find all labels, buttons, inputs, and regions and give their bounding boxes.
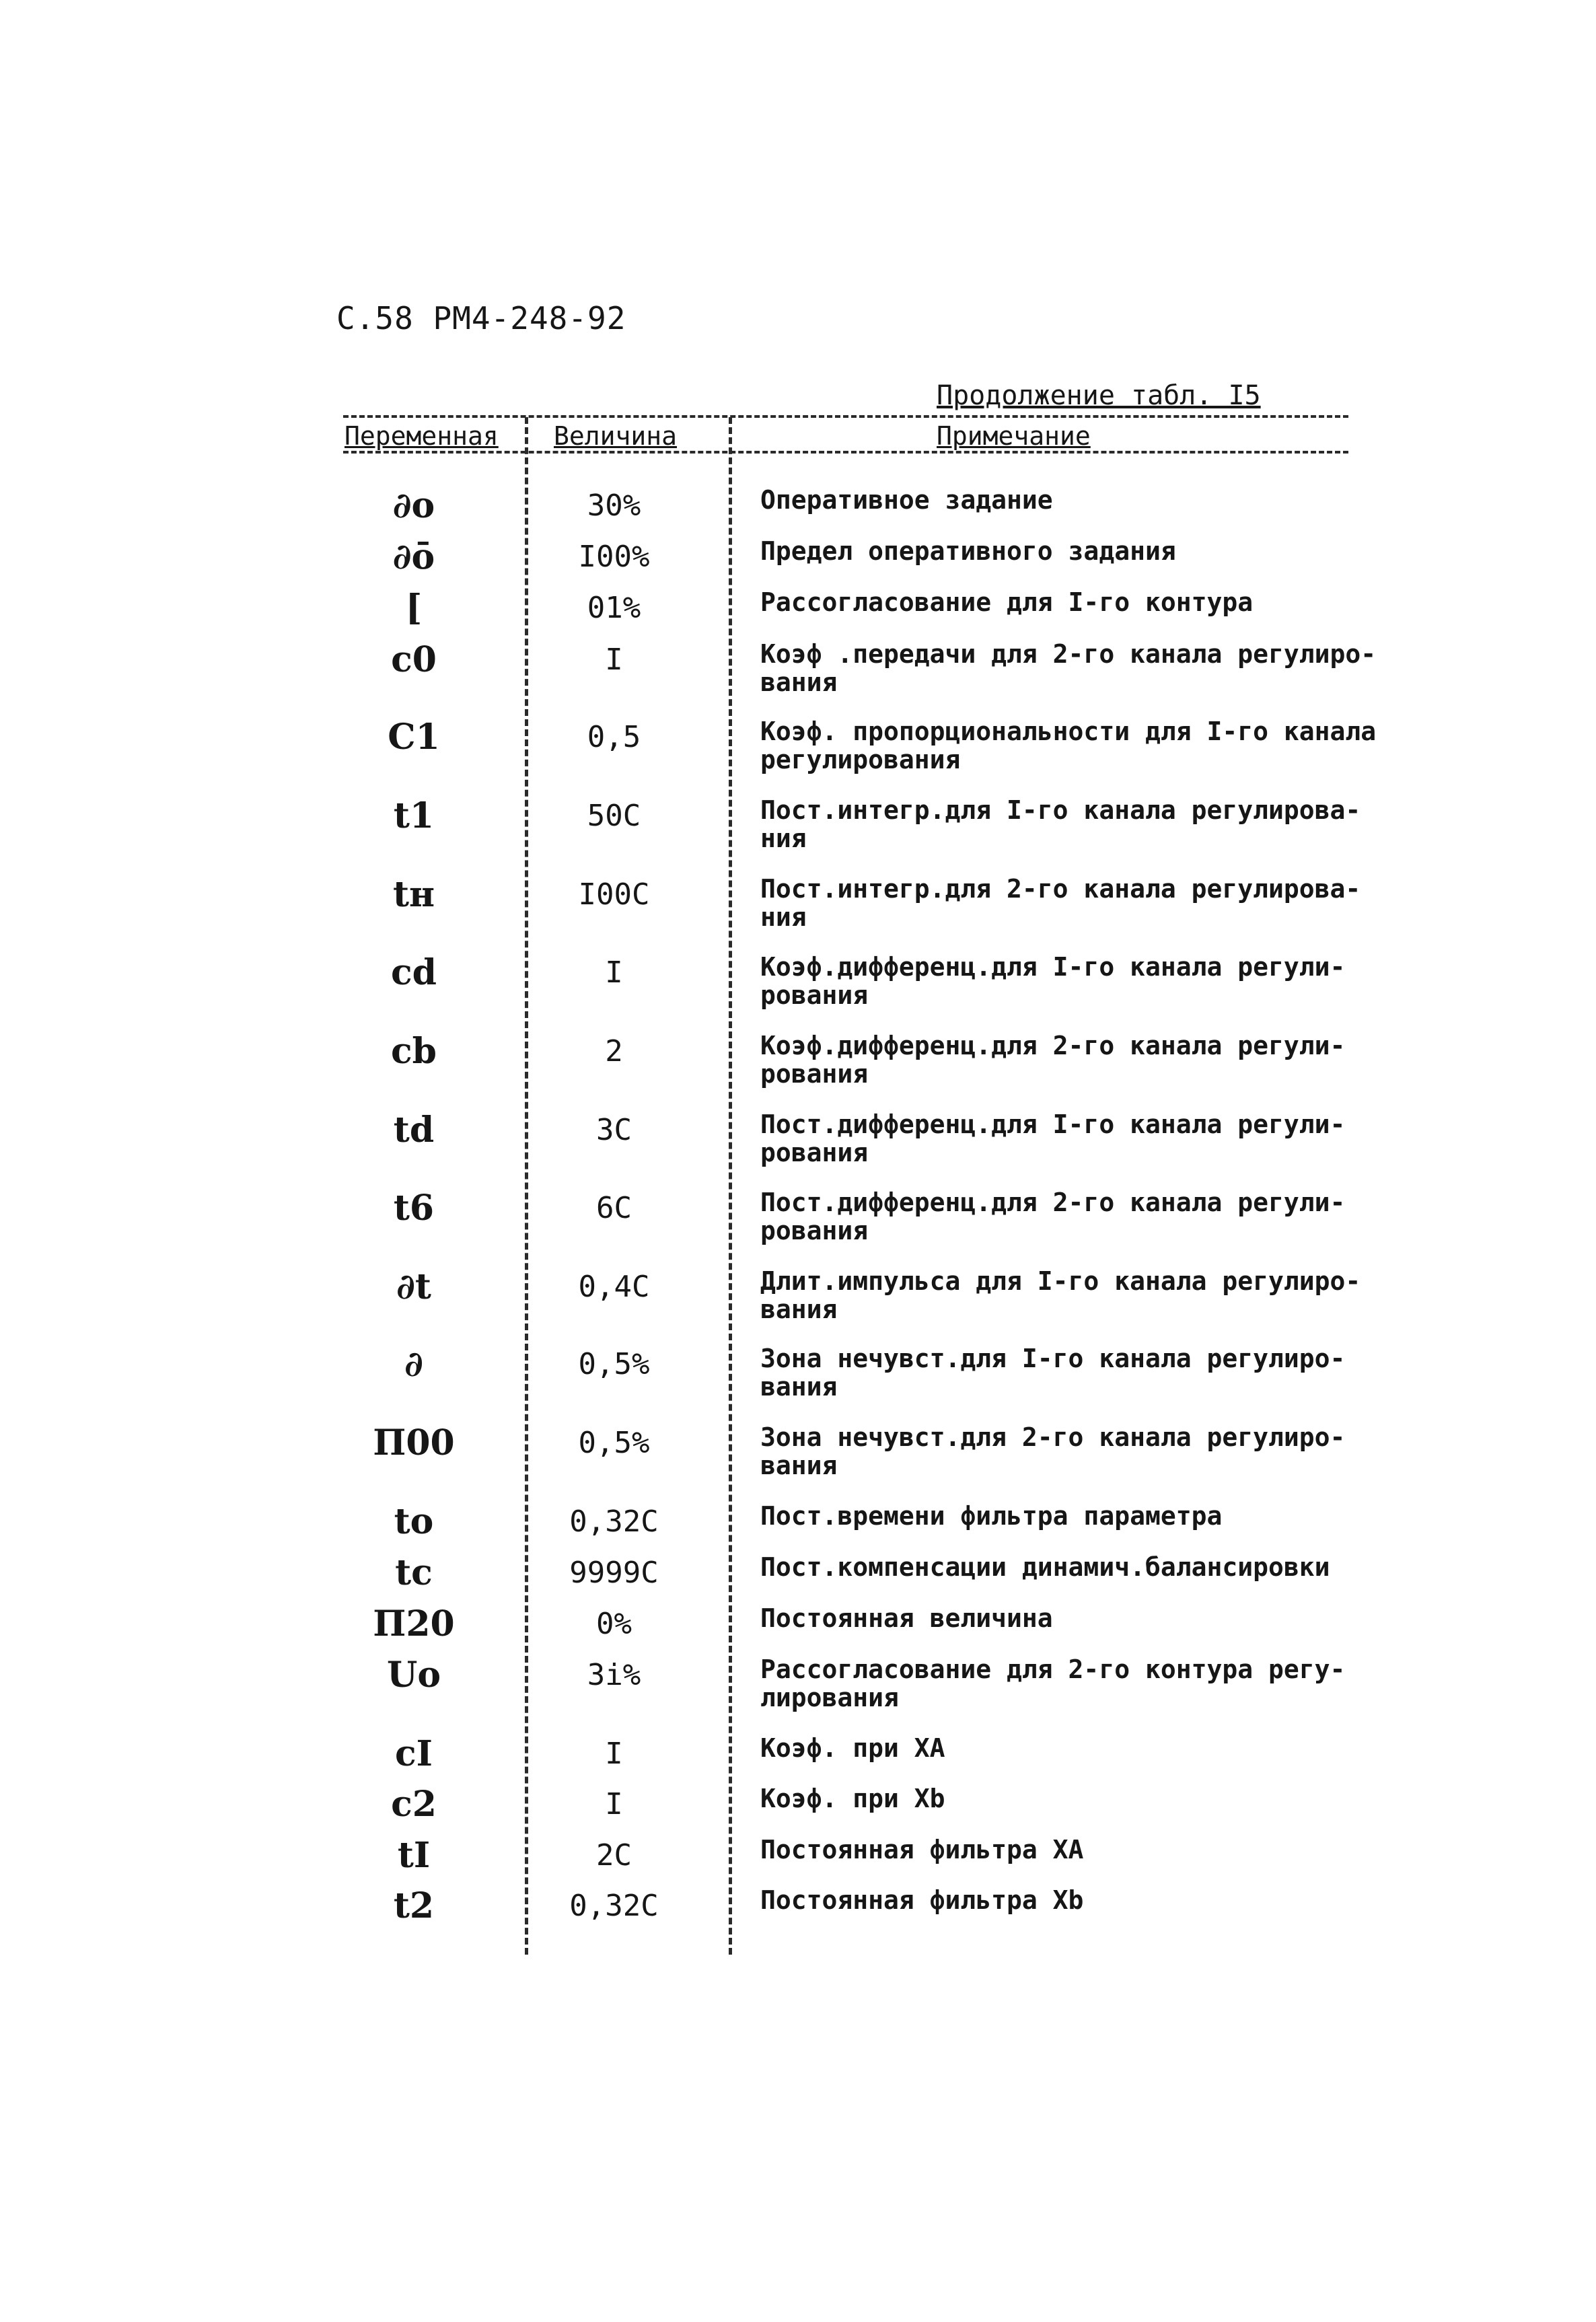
cell-value: 6С [596,1191,632,1225]
cell-variable: ∂ [404,1344,423,1385]
cell-value: 01% [587,591,641,625]
cell-variable: П20 [373,1603,455,1644]
cell-value: 0% [596,1607,632,1641]
cell-value: 0,5 [587,720,641,754]
cell-note: Коэф.дифференц.для 2-го канала регули- рования [760,1031,1346,1089]
page-header: С.58 РМ4-248-92 [336,300,626,336]
cell-variable: t6 [393,1188,435,1229]
cell-variable: c2 [391,1784,437,1825]
cell-value: I [605,643,623,677]
cell-note: Коэф. при Xb [760,1784,945,1813]
cell-note: Зона нечувст.для 2-го канала регулиро- вания [760,1422,1346,1480]
cell-variable: tc [395,1552,433,1593]
cell-variable: cI [395,1733,433,1774]
cell-note: Пост.дифференц.для 2-го канала регули- рования [760,1188,1346,1245]
cell-value: 2 [605,1034,623,1068]
cell-value: 3i% [587,1658,641,1692]
cell-value: 0,5% [578,1347,650,1381]
cell-note: Предел оперативного задания [760,536,1176,566]
cell-value: I00% [578,540,650,574]
cell-note: Рассогласование для 2-го контура регу- лирования [760,1655,1346,1712]
cell-note: Постоянная фильтра XA [760,1835,1084,1864]
column-header-note: Примечание [937,421,1091,451]
table-header-rule [343,451,1348,453]
cell-variable: ∂t [396,1266,431,1307]
cell-value: 30% [587,488,641,523]
cell-value: I [605,955,623,990]
cell-variable: tI [397,1835,431,1876]
cell-note: Длит.импульса для I-го канала регулиро- вания [760,1266,1361,1324]
cell-variable: c0 [391,639,437,680]
cell-variable: ∂o [392,485,435,526]
cell-value: I [605,1787,623,1821]
cell-note: Пост.интегр.для 2-го канала регулирова- ния [760,874,1361,932]
cell-note: Постоянная величина [760,1603,1053,1633]
cell-value: I00С [578,877,650,912]
cell-value: 2С [596,1838,632,1873]
column-divider-2 [729,417,732,1955]
cell-value: 9999С [569,1556,659,1590]
cell-variable: [ [405,587,423,628]
cell-variable: Uo [386,1655,441,1696]
cell-variable: td [393,1110,435,1151]
cell-variable: cb [390,1031,437,1072]
table-caption: Продолжение табл. I5 [937,380,1261,411]
cell-note: Пост.времени фильтра параметра [760,1501,1223,1531]
cell-note: Пост.дифференц.для I-го канала регули- рования [760,1110,1346,1167]
cell-note: Рассогласование для I-го контура [760,587,1254,617]
cell-variable: П00 [373,1422,455,1463]
cell-note: Коэф. при XA [760,1733,945,1763]
cell-value: 3С [596,1113,632,1147]
cell-note: Постоянная фильтра Xb [760,1885,1084,1915]
cell-value: 0,4С [578,1270,650,1304]
cell-note: Пост.компенсации динамич.балансировки [760,1552,1330,1582]
cell-variable: ∂ō [392,536,435,577]
cell-note: Коэф. пропорциональности для I-го канала регулирования [760,717,1377,774]
cell-variable: t2 [393,1885,435,1926]
cell-value: I [605,1737,623,1771]
cell-note: Зона нечувст.для I-го канала регулиро- вания [760,1344,1346,1402]
cell-value: 0,32С [569,1889,659,1923]
cell-value: 0,5% [578,1426,650,1460]
cell-value: 0,32С [569,1504,659,1539]
cell-note: Пост.интегр.для I-го канала регулирова- ния [760,795,1361,853]
column-divider-1 [525,417,528,1955]
cell-variable: to [394,1501,434,1542]
cell-note: Коэф.дифференц.для I-го канала регули- рования [760,952,1346,1010]
cell-variable: C1 [388,717,440,758]
cell-value: 50С [587,799,641,833]
table-top-rule [343,415,1348,418]
cell-note: Коэф .передачи для 2-го канала регулиро- вания [760,639,1377,697]
cell-variable: cd [390,952,437,993]
cell-variable: tн [392,874,435,915]
column-header-variable: Переменная [344,421,499,451]
column-header-value: Величина [554,421,678,451]
cell-variable: t1 [393,795,435,836]
cell-note: Оперативное задание [760,485,1053,515]
